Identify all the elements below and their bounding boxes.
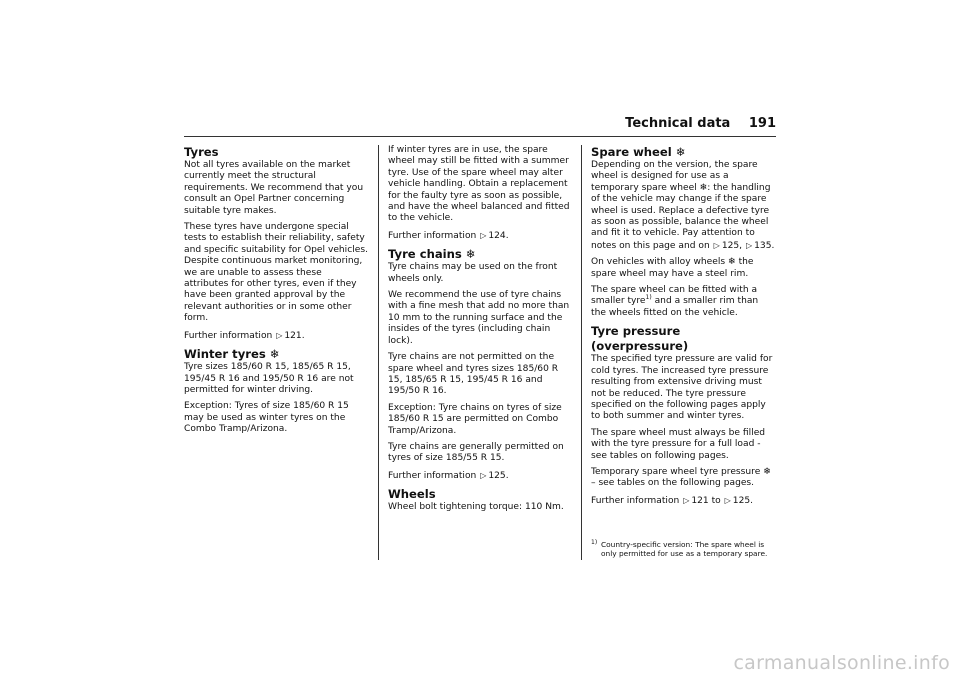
column-1: [184, 145, 368, 441]
heading-spare-wheel: [591, 145, 775, 160]
page-arrow-icon: ▷: [683, 495, 690, 505]
snowflake-icon: ❄: [675, 145, 686, 159]
spare-p3-text-a: The spare wheel can be fitted with a smaller tyre: [591, 285, 758, 307]
further-info-label: Further information: [184, 330, 273, 341]
chains-paragraph-2: We recommend the use of tyre chains with a fine mesh that add no more than 10 mm to the running surface and the insides of the tyres (including chain lock).: [388, 290, 570, 346]
page-reference-link[interactable]: 125,: [721, 240, 743, 251]
watermark: carmanualsonline.info: [733, 652, 950, 674]
snowflake-icon: ❄: [728, 257, 736, 268]
wheels-paragraph-1: Wheel bolt tightening torque: 110 Nm.: [388, 502, 564, 513]
column-divider-2: [581, 145, 582, 560]
heading-winter-tyres-text: Winter tyres: [184, 347, 266, 362]
col2-further-info: [388, 230, 572, 242]
spare-p3-text-b: and a smaller rim than the wheels fitted on the vehicle.: [591, 296, 759, 318]
page-arrow-icon: ▷: [713, 240, 720, 250]
pressure-paragraph-1: The specified tyre pressure are valid for cold tyres. The increased tyre pressure resulting from extensive driving must not be reduced. The tyre pressure specified on the following pages apply to both summer and winter tyres.: [591, 354, 773, 422]
heading-tyres: Tyres: [184, 145, 219, 159]
chains-paragraph-4: Exception: Tyre chains on tyres of size 185/60 R 15 are permitted on Combo Tramp/Arizona.: [388, 402, 562, 436]
page-reference-link[interactable]: 121 to: [691, 495, 721, 506]
page-arrow-icon: ▷: [724, 495, 731, 505]
page-header: [556, 116, 776, 136]
snowflake-icon: ❄: [269, 347, 280, 362]
pressure-further-info: [591, 495, 775, 507]
header-rule: [184, 136, 776, 137]
snowflake-icon: ❄: [763, 466, 771, 477]
spare-p1-text-b: : the handling of the vehicle may change if the spare wheel is used. Replace a defective tyre as soon as possible, balance the wheel and fit it to vehicle. Pay attention to notes on this page and on: [591, 182, 771, 251]
page-reference-link[interactable]: 121.: [284, 330, 305, 341]
spare-summer-paragraph: If winter tyres are in use, the spare wheel may still be fitted with a summer tyre. Use of the spare wheel may alter vehicle handling. Obtain a replacement for the faulty tyre as soon as possible, and have the wheel balanced and fitted to the vehicle.: [388, 145, 570, 224]
winter-paragraph-2: Exception: Tyres of size 185/60 R 15 may be used as winter tyres on the Combo Tramp/Arizona.: [184, 401, 349, 435]
tyres-paragraph-2: These tyres have undergone special tests to establish their reliability, safety and specific suitability for Opel vehicles. Despite continuous market monitoring, we are unable to assess these attributes for other tyres, even if they have been granted approval by the relevant authorities or in some other form.: [184, 222, 368, 324]
page-reference-link[interactable]: 124.: [488, 230, 509, 241]
further-info-label: Further information: [388, 230, 477, 241]
page-reference-link[interactable]: 125.: [732, 495, 754, 506]
page-arrow-icon: ▷: [480, 230, 487, 240]
pressure-p3-text-a: Temporary spare wheel tyre pressure: [591, 466, 761, 477]
chains-paragraph-1: Tyre chains may be used on the front wheels only.: [388, 262, 558, 284]
winter-paragraph-1: Tyre sizes 185/60 R 15, 185/65 R 15, 195/45 R 16 and 195/50 R 16 are not permitted for winter driving.: [184, 362, 354, 395]
spare-p1-text-a: Depending on the version, the spare wheel is designed for use as a temporary spare wheel: [591, 160, 758, 193]
footnote: [591, 540, 775, 558]
spare-paragraph-3: [591, 285, 775, 319]
pressure-paragraph-3: [591, 467, 775, 490]
column-2: [388, 145, 572, 519]
heading-winter-tyres: [184, 347, 368, 362]
further-info-label: Further information: [388, 470, 477, 481]
spare-p2-text-b: the spare wheel may have a steel rim.: [591, 257, 754, 279]
footnote-text: Country-specific version: The spare wheel is only permitted for use as a temporary spare.: [601, 540, 768, 558]
column-3: [591, 145, 775, 512]
heading-tyre-chains: [388, 247, 572, 262]
heading-wheels: Wheels: [388, 487, 436, 502]
heading-tyre-pressure: Tyre pressure (overpressure): [591, 324, 689, 354]
page-arrow-icon: ▷: [276, 330, 283, 340]
spare-paragraph-1: [591, 160, 775, 252]
section-title: Technical data: [625, 116, 731, 131]
page-arrow-icon: ▷: [745, 240, 753, 250]
page-arrow-icon: ▷: [480, 470, 487, 480]
footnote-marker: 1): [645, 294, 652, 302]
chains-further-info: [388, 470, 572, 482]
column-divider-1: [378, 145, 379, 560]
chains-paragraph-5: Tyre chains are generally permitted on tyres of size 185/55 R 15.: [388, 441, 564, 464]
page-reference-link[interactable]: 135.: [754, 240, 775, 251]
tyres-paragraph-1: Not all tyres available on the market currently meet the structural requirements. We recommend that you consult an Opel Partner concerning suitable tyre makes.: [184, 160, 364, 216]
page-reference-link[interactable]: 125.: [488, 470, 509, 481]
heading-spare-wheel-text: Spare wheel: [591, 145, 672, 159]
pressure-p3-text-b: – see tables on the following pages.: [591, 478, 755, 489]
further-info-label: Further information: [591, 495, 680, 506]
tyres-further-info: [184, 330, 368, 342]
spare-paragraph-2: [591, 257, 775, 280]
footnote-mark: 1): [591, 539, 598, 546]
chains-paragraph-3: Tyre chains are not permitted on the spare wheel and tyres sizes 185/60 R 15, 185/65 R 15, 195/45 R 16 and 195/50 R 16.: [388, 352, 559, 397]
heading-tyre-chains-text: Tyre chains: [388, 247, 462, 262]
spare-p2-text-a: On vehicles with alloy wheels: [591, 257, 726, 268]
snowflake-icon: ❄: [699, 182, 708, 193]
pressure-paragraph-2: The spare wheel must always be filled with the tyre pressure for a full load - see tables on following pages.: [591, 427, 766, 461]
page-number: 191: [748, 116, 776, 131]
snowflake-icon: ❄: [465, 247, 476, 262]
